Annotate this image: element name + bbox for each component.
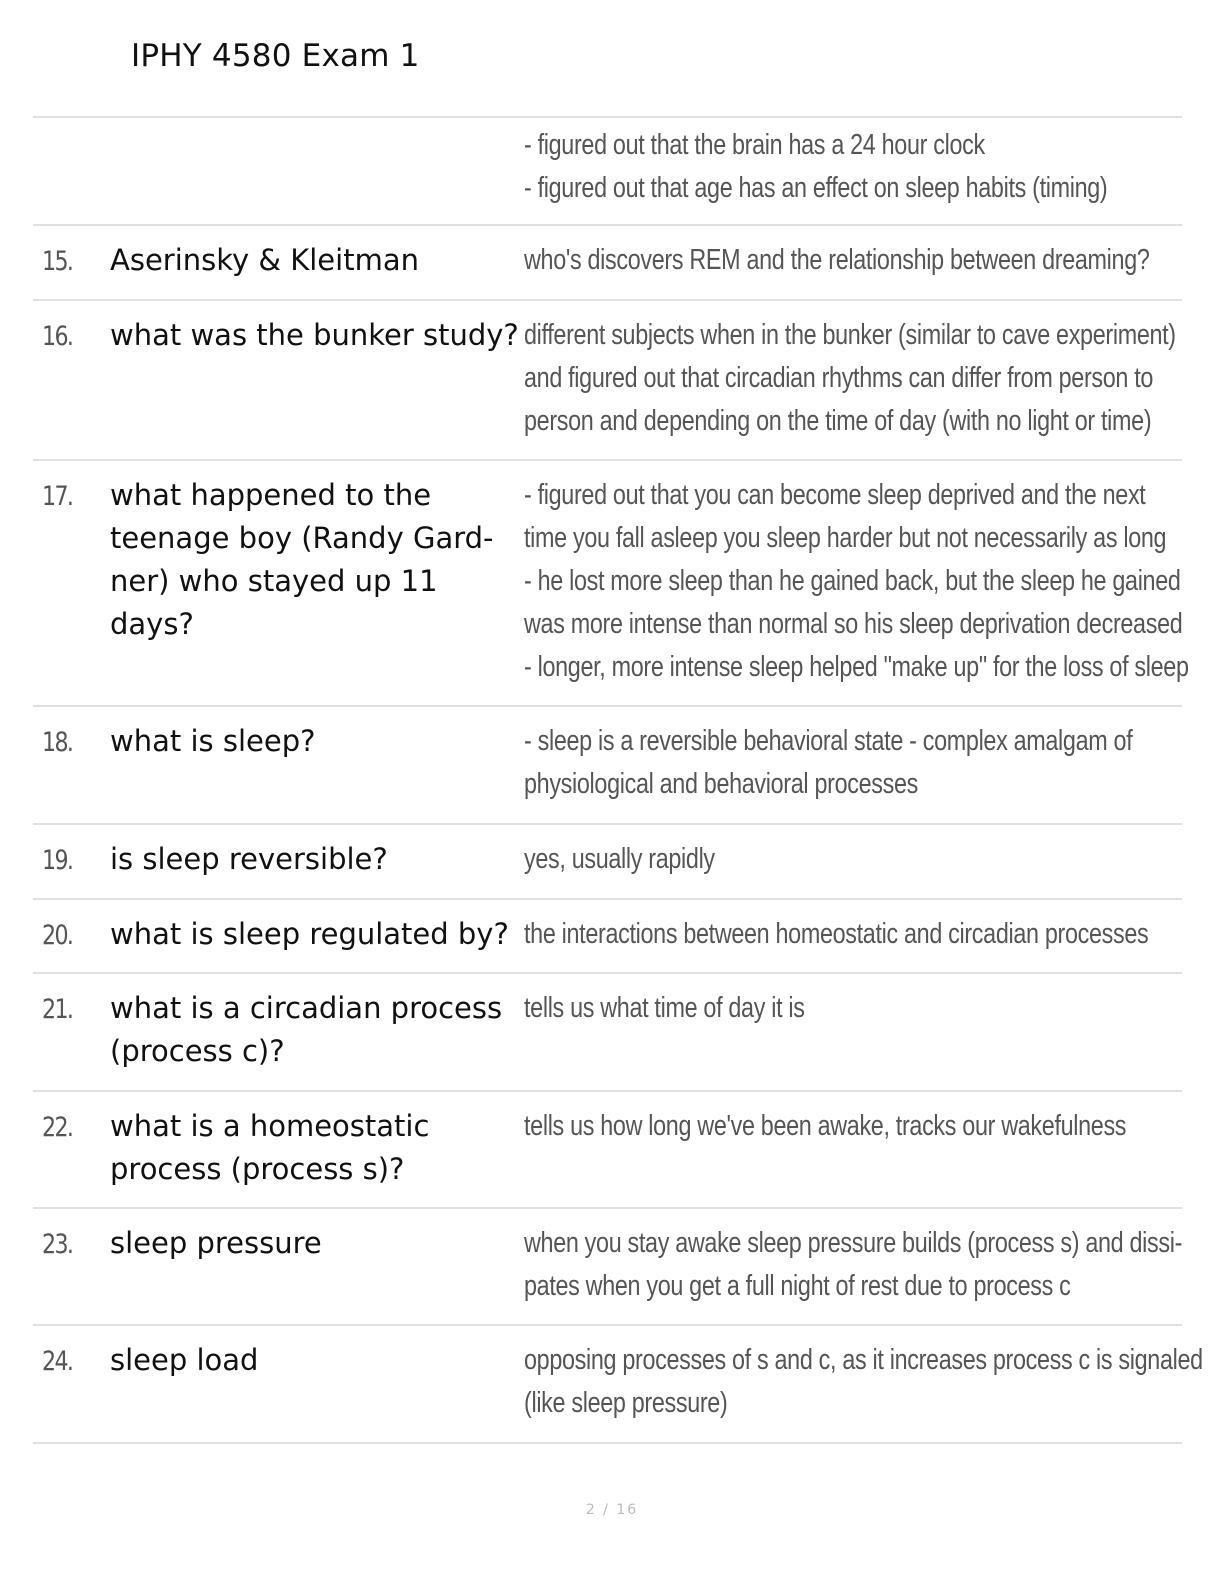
card-definition <box>524 239 1168 282</box>
card-number: 15. <box>42 246 73 277</box>
definition-line: - figured out that the brain has a 24 hour clock <box>524 129 985 161</box>
card-number: 23. <box>42 1229 73 1260</box>
card-21 <box>33 972 1182 1090</box>
definition-line: person and depending on the time of day (with no light or time) <box>524 405 1152 437</box>
definition-line: opposing processes of s and c, as it increases process c is signaled <box>524 1344 1203 1376</box>
page-indicator: 2 / 16 <box>585 1502 639 1518</box>
card-continuation <box>33 116 1182 224</box>
definition-line: the interactions between homeostatic and circadian processes <box>524 918 1149 950</box>
card-term <box>110 239 522 282</box>
definition-line: - he lost more sleep than he gained back, but the sleep he gained <box>524 565 1181 597</box>
term-line: what is sleep regulated by? <box>110 917 509 951</box>
card-24 <box>33 1324 1203 1444</box>
card-number: 21. <box>42 994 73 1025</box>
flashcard-list <box>33 116 1203 1444</box>
definition-line: was more intense than normal so his sleep deprivation decreased <box>524 608 1183 640</box>
definition-line: pates when you get a full night of rest due to process c <box>524 1270 1071 1302</box>
card-number: 24. <box>42 1346 73 1377</box>
definition-line: - sleep is a reversible behavioral state - complex amalgam of <box>524 725 1133 757</box>
definition-line: (like sleep pressure) <box>524 1387 728 1419</box>
card-term <box>110 474 522 646</box>
term-line: what happened to the <box>110 478 432 512</box>
definition-line: who's discovers REM and the relationship between dreaming? <box>524 244 1150 276</box>
card-definition <box>524 913 1168 956</box>
term-line: what was the bunker study? <box>110 318 519 352</box>
term-line: is sleep reversible? <box>110 842 388 876</box>
card-19 <box>33 823 1182 898</box>
definition-line: tells us how long we've been awake, tracks our wakefulness <box>524 1110 1127 1142</box>
card-23 <box>33 1207 1182 1324</box>
card-definition <box>524 1339 1203 1425</box>
card-term <box>110 838 522 881</box>
card-definition <box>524 314 1176 443</box>
term-line: ner) who stayed up 11 <box>110 564 438 598</box>
definition-line: time you fall asleep you sleep harder but not necessarily as long <box>524 522 1167 554</box>
term-line: teenage boy (Randy Gard- <box>110 521 494 555</box>
card-definition <box>524 838 1168 881</box>
card-15 <box>33 224 1182 299</box>
term-line: what is a circadian process <box>110 991 503 1025</box>
card-number: 18. <box>42 727 73 758</box>
definition-line: - figured out that age has an effect on sleep habits (timing) <box>524 172 1108 204</box>
definition-line: - figured out that you can become sleep deprived and the next <box>524 479 1146 511</box>
card-definition <box>524 124 1168 210</box>
card-term <box>110 913 522 956</box>
card-definition <box>524 987 1168 1030</box>
card-16 <box>33 299 1182 459</box>
card-definition <box>524 1222 1183 1308</box>
card-20 <box>33 898 1182 972</box>
card-number: 16. <box>42 321 73 352</box>
term-line: what is a homeostatic <box>110 1109 430 1143</box>
definition-line: and figured out that circadian rhythms can differ from person to <box>524 362 1154 394</box>
card-definition <box>524 720 1168 806</box>
definition-line: yes, usually rapidly <box>524 843 715 875</box>
definition-line: - longer, more intense sleep helped "make up" for the loss of sleep <box>524 651 1189 683</box>
definition-line: when you stay awake sleep pressure builds (process s) and dissi- <box>524 1227 1183 1259</box>
card-term <box>110 987 522 1073</box>
term-line: process (process s)? <box>110 1152 405 1186</box>
term-line: days? <box>110 607 194 641</box>
term-line: Aserinsky & Kleitman <box>110 243 419 277</box>
term-line: (process c)? <box>110 1034 285 1068</box>
term-line: what is sleep? <box>110 724 316 758</box>
card-term <box>110 314 522 357</box>
card-22 <box>33 1090 1182 1207</box>
term-line: sleep load <box>110 1343 259 1377</box>
card-number: 17. <box>42 481 73 512</box>
card-term <box>110 1222 522 1265</box>
card-term <box>110 720 522 763</box>
card-number: 20. <box>42 920 73 951</box>
card-definition <box>524 1105 1168 1148</box>
document-title: IPHY 4580 Exam 1 <box>131 38 420 74</box>
card-18 <box>33 705 1182 823</box>
definition-line: physiological and behavioral processes <box>524 768 918 800</box>
term-line: sleep pressure <box>110 1226 322 1260</box>
card-term <box>110 1105 522 1191</box>
definition-line: tells us what time of day it is <box>524 992 805 1024</box>
card-definition <box>524 474 1189 689</box>
card-number: 22. <box>42 1112 73 1143</box>
definition-line: different subjects when in the bunker (similar to cave experiment) <box>524 319 1176 351</box>
card-number: 19. <box>42 845 73 876</box>
card-term <box>110 1339 522 1382</box>
card-17 <box>33 459 1189 705</box>
